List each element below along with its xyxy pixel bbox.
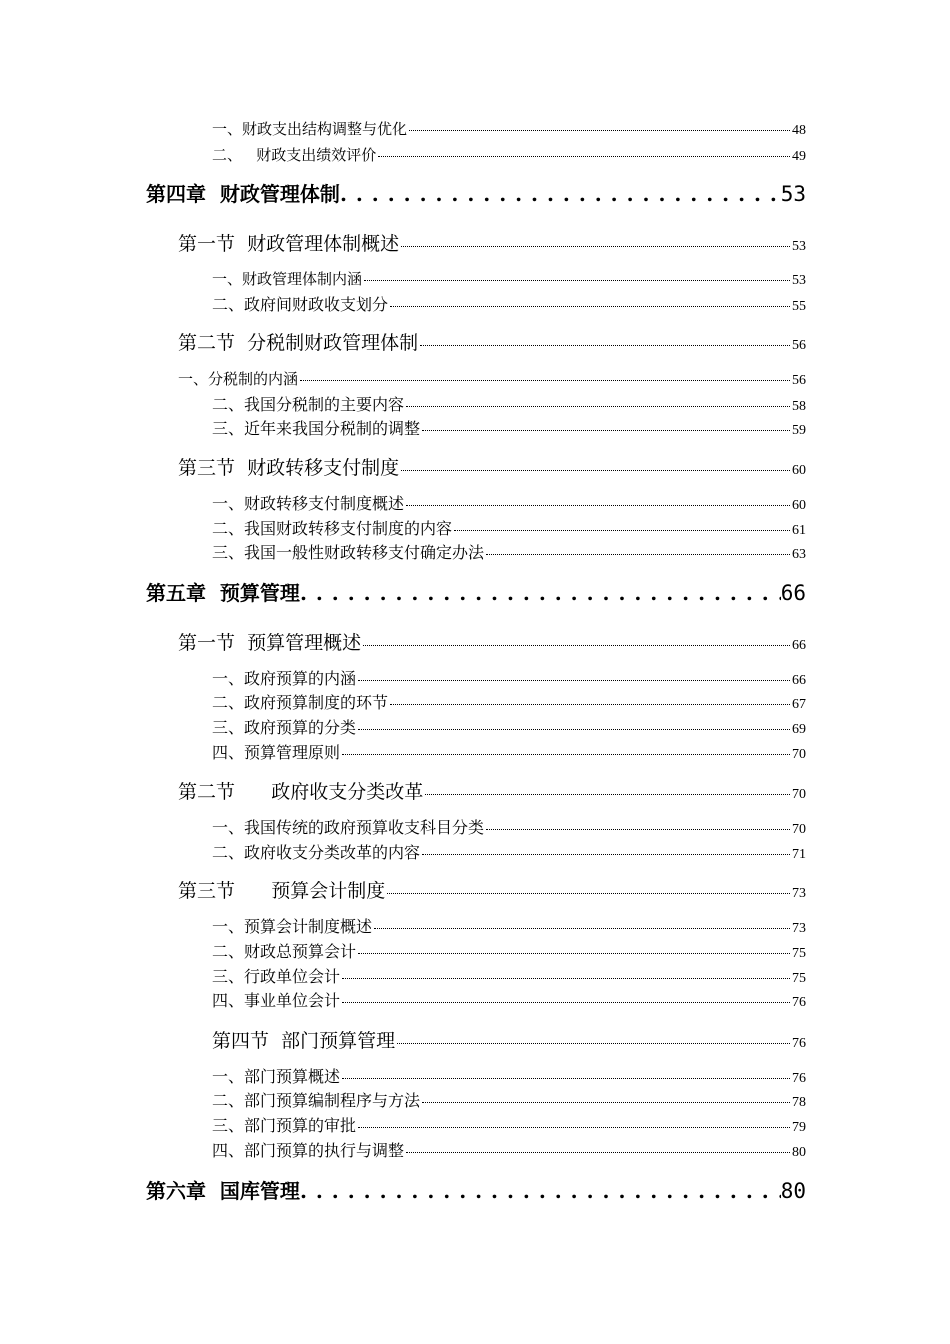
- toc-section[interactable]: [212, 1026, 806, 1053]
- toc-section[interactable]: [178, 328, 806, 355]
- leader-dots: [409, 130, 790, 131]
- toc-section-page: 66: [792, 638, 806, 653]
- toc-entry[interactable]: [212, 740, 806, 763]
- toc-entry[interactable]: [212, 540, 806, 563]
- toc-entry-label: 三、部门预算的审批: [212, 1116, 357, 1135]
- leader-dots: [363, 645, 790, 646]
- leader-dots: [300, 581, 781, 605]
- toc-entry-label: 二、 财政支出绩效评价: [212, 146, 377, 164]
- toc-section-page: 60: [792, 463, 806, 478]
- toc-entry[interactable]: [212, 715, 806, 738]
- toc-entry-label: 一、预算会计制度概述: [212, 917, 373, 936]
- toc-entry-label: 三、政府预算的分类: [212, 718, 357, 737]
- leader-dots: [406, 505, 790, 506]
- leader-dots: [342, 978, 790, 979]
- toc-section-page: 70: [792, 787, 806, 802]
- toc-entry[interactable]: [212, 1113, 806, 1136]
- toc-chapter[interactable]: [146, 178, 806, 207]
- toc-entry-page: 55: [792, 299, 806, 314]
- toc-entry-label: 一、财政转移支付制度概述: [212, 494, 405, 513]
- toc-entry[interactable]: [212, 815, 806, 838]
- leader-dots: [422, 430, 790, 431]
- toc-section-label: 第二节 政府收支分类改革: [178, 781, 424, 803]
- leader-dots: [378, 156, 790, 157]
- toc-entry[interactable]: [212, 1064, 806, 1087]
- toc-section[interactable]: [178, 628, 806, 655]
- toc-entry-page: 53: [792, 273, 806, 288]
- toc-entry-page: 78: [792, 1095, 806, 1110]
- toc-entry-page: 59: [792, 423, 806, 438]
- toc-entry-page: 69: [792, 722, 806, 737]
- toc-entry-label: 一、政府预算的内涵: [212, 669, 357, 688]
- toc-entry[interactable]: [212, 292, 806, 315]
- toc-chapter[interactable]: [146, 1175, 806, 1204]
- toc-entry-label: 三、近年来我国分税制的调整: [212, 419, 421, 438]
- leader-dots: [300, 380, 790, 381]
- leader-dots: [342, 754, 790, 755]
- toc-entry-label: 四、预算管理原则: [212, 743, 341, 762]
- toc-chapter[interactable]: [146, 577, 806, 606]
- toc-entry[interactable]: [212, 964, 806, 987]
- toc-section[interactable]: [178, 229, 806, 256]
- toc-section-label: 第三节 预算会计制度: [178, 880, 386, 902]
- leader-dots: [358, 1127, 790, 1128]
- toc-section-page: 76: [792, 1036, 806, 1051]
- toc-section-label: 第一节 财政管理体制概述: [178, 233, 400, 255]
- toc-section-label: 第一节 预算管理概述: [178, 632, 362, 654]
- toc-entry-label: 二、我国财政转移支付制度的内容: [212, 519, 453, 538]
- toc-section-label: 第三节 财政转移支付制度: [178, 457, 400, 479]
- leader-dots: [486, 829, 790, 830]
- toc-chapter-page: 53: [780, 182, 806, 206]
- leader-dots: [358, 953, 790, 954]
- leader-dots: [425, 794, 790, 795]
- toc-entry-label: 二、我国分税制的主要内容: [212, 395, 405, 414]
- toc-entry-page: 48: [792, 123, 806, 138]
- toc-entry-label: 二、政府预算制度的环节: [212, 693, 389, 712]
- toc-section-page: 53: [792, 239, 806, 254]
- toc-entry-page: 49: [792, 149, 806, 164]
- toc-entry-label: 二、政府收支分类改革的内容: [212, 843, 421, 862]
- toc-entry[interactable]: [212, 268, 806, 289]
- toc-entry[interactable]: [212, 666, 806, 689]
- leader-dots: [406, 406, 790, 407]
- toc-entry-page: 70: [792, 822, 806, 837]
- leader-dots: [422, 1102, 790, 1103]
- toc-entry[interactable]: [212, 1088, 806, 1111]
- toc-chapter-label: 第四章 财政管理体制: [146, 182, 340, 206]
- toc-section-label: 第二节 分税制财政管理体制: [178, 332, 419, 354]
- toc-chapter-label: 第五章 预算管理: [146, 581, 300, 605]
- toc-entry-page: 79: [792, 1120, 806, 1135]
- toc-section-label: 第四节 部门预算管理: [212, 1030, 396, 1052]
- toc-entry[interactable]: [212, 939, 806, 962]
- toc-chapter-label: 第六章 国库管理: [146, 1179, 300, 1203]
- toc-entry-page: 80: [792, 1145, 806, 1160]
- leader-dots: [454, 530, 790, 531]
- toc-entry[interactable]: [212, 144, 806, 165]
- leader-dots: [406, 1152, 790, 1153]
- toc-entry-label: 二、部门预算编制程序与方法: [212, 1091, 421, 1110]
- toc-entry[interactable]: [212, 988, 806, 1011]
- leader-dots: [340, 182, 781, 206]
- leader-dots: [342, 1078, 790, 1079]
- leader-dots: [397, 1043, 790, 1044]
- toc-section[interactable]: [178, 876, 806, 903]
- toc-entry-label: 四、部门预算的执行与调整: [212, 1141, 405, 1160]
- leader-dots: [300, 1179, 781, 1203]
- toc-chapter-page: 80: [780, 1179, 806, 1203]
- toc-entry-label: 一、财政支出结构调整与优化: [212, 120, 408, 138]
- toc-entry[interactable]: [212, 416, 806, 439]
- toc-entry-page: 76: [792, 995, 806, 1010]
- toc-entry[interactable]: [212, 491, 806, 514]
- toc-entry-label: 一、我国传统的政府预算收支科目分类: [212, 818, 485, 837]
- toc-entry-page: 56: [792, 373, 806, 388]
- toc-entry[interactable]: [178, 368, 806, 389]
- toc-entry[interactable]: [212, 516, 806, 539]
- toc-chapter-page: 66: [780, 581, 806, 605]
- toc-entry-label: 二、政府间财政收支划分: [212, 295, 389, 314]
- toc-entry-page: 67: [792, 697, 806, 712]
- toc-entry-page: 75: [792, 946, 806, 961]
- toc-entry-page: 70: [792, 747, 806, 762]
- leader-dots: [401, 246, 790, 247]
- leader-dots: [420, 345, 790, 346]
- toc-entry-label: 四、事业单位会计: [212, 991, 341, 1010]
- toc-entry-page: 73: [792, 921, 806, 936]
- toc-entry-page: 66: [792, 673, 806, 688]
- leader-dots: [374, 928, 790, 929]
- toc-section[interactable]: [178, 777, 806, 804]
- leader-dots: [358, 729, 790, 730]
- leader-dots: [342, 1002, 790, 1003]
- leader-dots: [390, 704, 790, 705]
- toc-section-page: 56: [792, 338, 806, 353]
- toc-entry-page: 75: [792, 971, 806, 986]
- toc-section[interactable]: [178, 453, 806, 480]
- leader-dots: [401, 470, 790, 471]
- toc-entry-label: 一、财政管理体制内涵: [212, 270, 363, 288]
- leader-dots: [364, 280, 790, 281]
- toc-entry-page: 76: [792, 1071, 806, 1086]
- toc-entry[interactable]: [212, 840, 806, 863]
- toc-entry-label: 一、分税制的内涵: [178, 370, 299, 388]
- toc-entry[interactable]: [212, 392, 806, 415]
- toc-entry-page: 71: [792, 847, 806, 862]
- toc-entry-page: 61: [792, 523, 806, 538]
- toc-entry[interactable]: [212, 1138, 806, 1161]
- toc-entry[interactable]: [212, 690, 806, 713]
- toc-entry[interactable]: [212, 914, 806, 937]
- leader-dots: [387, 893, 790, 894]
- toc-entry-page: 63: [792, 547, 806, 562]
- toc-entry-page: 58: [792, 399, 806, 414]
- toc-entry[interactable]: [212, 118, 806, 139]
- leader-dots: [486, 554, 790, 555]
- toc-entry-label: 三、行政单位会计: [212, 967, 341, 986]
- toc-entry-label: 二、财政总预算会计: [212, 942, 357, 961]
- toc-section-page: 73: [792, 886, 806, 901]
- leader-dots: [422, 854, 790, 855]
- toc-entry-label: 一、部门预算概述: [212, 1067, 341, 1086]
- leader-dots: [390, 306, 790, 307]
- toc-entry-page: 60: [792, 498, 806, 513]
- leader-dots: [358, 680, 790, 681]
- toc-entry-label: 三、我国一般性财政转移支付确定办法: [212, 543, 485, 562]
